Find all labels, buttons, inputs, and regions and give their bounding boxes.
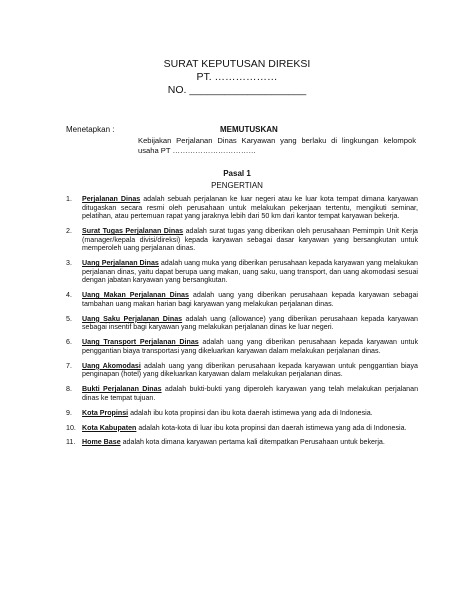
pasal-title: Pasal 1 <box>223 169 251 178</box>
definition-number: 1. <box>66 195 72 203</box>
definition-term: Kota Kabupaten <box>82 423 137 432</box>
definition-number: 8. <box>66 385 72 394</box>
definition-number: 10. <box>66 423 76 432</box>
definition-text: adalah uang muka yang diberikan perusahaan kepada karyawan yang melakukan perjalanan dinas, yaitu dapat berupa uang makan, uang saku, uang transport, dan uang akomodasi sesuai dengan jabatan karyawan yang bersangkutan. <box>82 259 419 285</box>
definition-term: Uang Makan Perjalanan Dinas <box>82 291 189 300</box>
definitions-list <box>66 195 418 453</box>
definition-item <box>66 291 418 308</box>
definition-number: 7. <box>66 361 72 370</box>
definition-number: 9. <box>66 408 72 417</box>
definition-term: Home Base <box>82 438 121 447</box>
definition-term: Bukti Perjalanan Dinas <box>82 385 162 394</box>
definition-text: adalah bukti-bukti yang diperoleh karyawan yang telah melakukan perjalanan dinas ke tempat tujuan. <box>82 385 419 402</box>
memutuskan-heading: MEMUTUSKAN <box>220 125 278 134</box>
definition-text: adalah ibu kota propinsi dan ibu kota daerah istimewa yang ada di Indonesia. <box>128 408 373 417</box>
definition-text: adalah kota dimana karyawan pertama kali ditempatkan Perusahaan untuk bekerja. <box>120 438 385 447</box>
definition-term: Uang Transport Perjalanan Dinas <box>82 338 199 347</box>
definition-term: Uang Perjalanan Dinas <box>82 259 159 268</box>
definition-text: adalah kota-kota di luar ibu kota propinsi dan daerah istimewa yang ada di Indonesia. <box>136 423 407 432</box>
definition-item <box>66 438 418 447</box>
document-number: NO. ____________________ <box>167 84 307 96</box>
definition-number: 4. <box>66 291 72 300</box>
definition-number: 11. <box>66 438 76 447</box>
definition-term: Perjalanan Dinas <box>82 195 141 203</box>
definition-term: Kota Propinsi <box>82 408 129 417</box>
definition-item <box>66 338 418 355</box>
definition-number: 5. <box>66 314 72 323</box>
definition-item <box>66 362 418 379</box>
definition-text: adalah uang (allowance) yang diberikan perusahaan kepada karyawan sebagai insentif bagi karyawan yang melakukan perjalanan dinas ke luar negeri. <box>82 314 418 332</box>
pasal-heading: PENGERTIAN <box>211 181 263 190</box>
definition-text: adalah uang yang diberikan perusahaan kepada karyawan untuk penggantian biaya penginapan (hotel) yang dikeluarkan karyawan dalam melakukan perjalanan dinas. <box>82 361 418 379</box>
definition-term: Uang Akomodasi <box>82 361 141 370</box>
definition-text: adalah uang yang diberikan perusahaan kepada karyawan sebagai tambahan uang makan harian bagi karyawan yang melakukan perjalanan dinas. <box>82 291 418 308</box>
definition-item <box>66 259 418 285</box>
definition-number: 3. <box>66 259 72 268</box>
definition-item <box>66 195 418 221</box>
definition-number: 2. <box>66 227 72 236</box>
company-name: PT. ……………… <box>196 71 278 83</box>
definition-text: adalah sebuah perjalanan ke luar negeri atau ke luar kota tempat dimana karyawan ditugaskan secara resmi oleh perusahaan untuk melakukan pekerjaan tertentu, mengikuti seminar, pelatihan, atau pertemuan rapat yang jaraknya lebih dari 50 km dari kantor tempat karyawan bekerja. <box>82 195 418 221</box>
definition-text: adalah surat tugas yang diberikan oleh perusahaan Pemimpin Unit Kerja (manager/kepala divisi/direksi) kepada karyawan sebagai dasar karyawan yang bersangkutan untuk memperoleh uang perjalanan dinas. <box>82 227 418 253</box>
definition-term: Surat Tugas Perjalanan Dinas <box>82 227 184 236</box>
definition-item <box>66 424 418 433</box>
menetapkan-label: Menetapkan : <box>66 125 115 134</box>
definition-term: Uang Saku Perjalanan Dinas <box>82 314 183 323</box>
document-title: SURAT KEPUTUSAN DIREKSI <box>163 58 311 70</box>
definition-item <box>66 227 418 253</box>
definition-item <box>66 385 418 402</box>
definition-item <box>66 315 418 332</box>
definition-text: adalah uang yang diberikan perusahaan kepada karyawan untuk penggantian biaya transportasi yang dikeluarkan karyawan dalam melakukan perjalanan dinas. <box>82 338 418 355</box>
definition-number: 6. <box>66 338 72 347</box>
definition-item <box>66 409 418 418</box>
policy-statement: Kebijakan Perjalanan Dinas Karyawan yang berlaku di lingkungan kelompok usaha PT …………………………… <box>138 136 416 155</box>
